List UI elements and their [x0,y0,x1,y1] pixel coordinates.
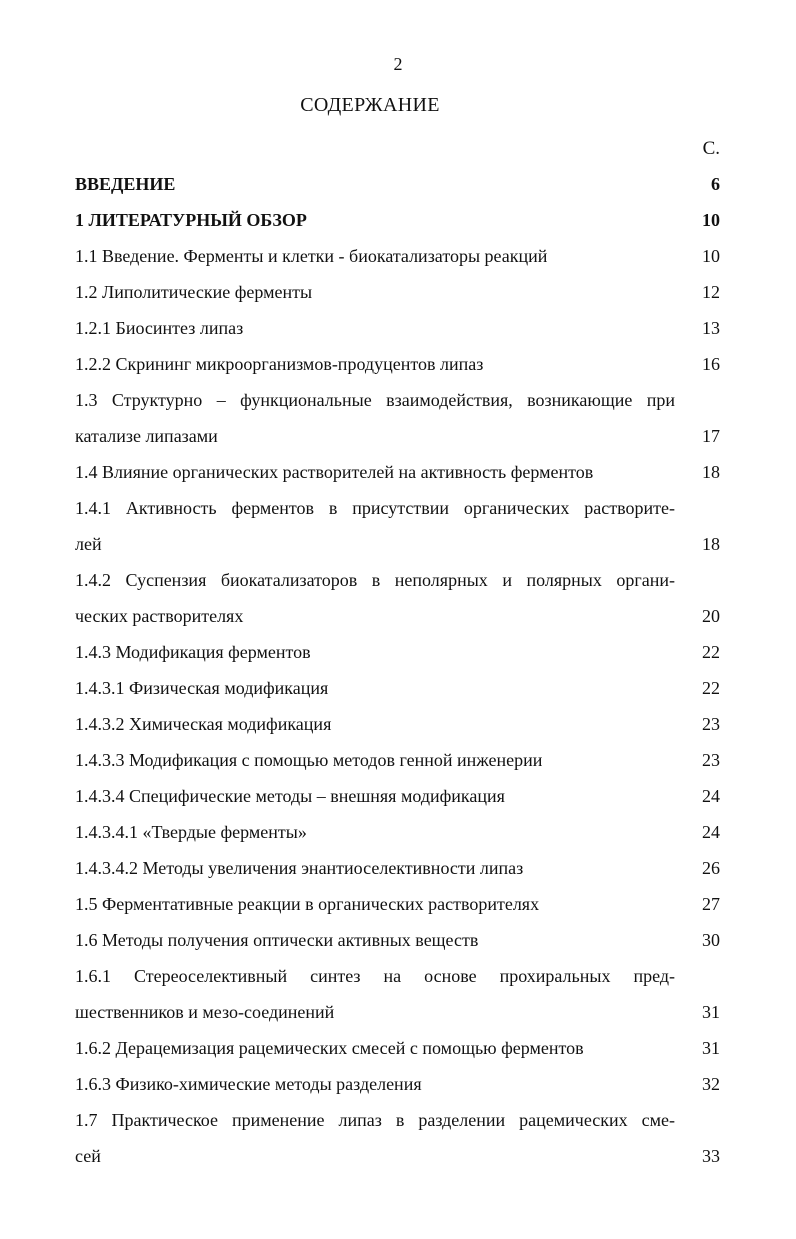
toc-entry-page: 17 [702,426,720,446]
toc-entry-text: 1.4.2 Суспензия биокатализаторов в неполярных и полярных органи- [75,570,675,590]
toc-entry-text: 1.4.1 Активность ферментов в присутствии органических растворите- [75,498,675,518]
toc-entry [75,526,720,562]
toc-entry [75,1066,720,1102]
toc-entry-text: 1.4.3.1 Физическая модификация [75,678,329,698]
toc-entry-text: 1.4 Влияние органических растворителей на активность ферментов [75,462,594,482]
toc-entry-text: ВВЕДЕНИЕ [75,174,176,194]
toc-entry [75,670,720,706]
toc-entry [75,994,720,1030]
toc-entry-page: 10 [702,210,720,230]
toc-entry-text: 1.6.2 Дерацемизация рацемических смесей с помощью ферментов [75,1038,584,1058]
toc-entry-page: 12 [702,282,720,302]
toc-entry-text: ческих растворителях [75,606,244,626]
table-of-contents [75,130,720,1174]
toc-entry-page: 24 [702,822,720,842]
toc-entry [75,562,720,598]
toc-entry [75,454,720,490]
toc-entry-page: 31 [702,1038,720,1058]
toc-entry-text: 1 ЛИТЕРАТУРНЫЙ ОБЗОР [75,210,307,230]
toc-entry-page: 18 [702,534,720,554]
toc-entry-page: 31 [702,1002,720,1022]
toc-entry [75,778,720,814]
toc-entry [75,886,720,922]
toc-entry-text: 1.4.3 Модификация ферментов [75,642,311,662]
toc-entry [75,382,720,418]
toc-entry [75,706,720,742]
toc-entry [75,490,720,526]
toc-entry [75,274,720,310]
toc-entry-text: 1.4.3.4.2 Методы увеличения энантиоселективности липаз [75,858,524,878]
toc-entry [75,634,720,670]
toc-entry-page: 22 [702,678,720,698]
toc-entry [75,346,720,382]
toc-entry-page: 24 [702,786,720,806]
toc-entry-text: 1.2.1 Биосинтез липаз [75,318,244,338]
toc-entry-text: катализе липазами [75,426,218,446]
toc-entry [75,418,720,454]
toc-entry-text: 1.5 Ферментативные реакции в органических растворителях [75,894,540,914]
toc-entry-text: 1.6.1 Стереоселективный синтез на основе прохиральных пред- [75,966,675,986]
toc-entry-text: сей [75,1146,101,1166]
toc-entry-page: 32 [702,1074,720,1094]
toc-entry-page: 23 [702,750,720,770]
toc-entry-page: 13 [702,318,720,338]
toc-entry [75,742,720,778]
toc-entry-page: 33 [702,1146,720,1166]
toc-entry [75,310,720,346]
page-title: СОДЕРЖАНИЕ [300,94,440,116]
toc-entry-text: 1.4.3.4 Специфические методы – внешняя модификация [75,786,505,806]
toc-entry [75,850,720,886]
toc-entry-page: 22 [702,642,720,662]
toc-entry-text: шественников и мезо-соединений [75,1002,335,1022]
page-number: 2 [393,54,403,74]
toc-entry-text: 1.4.3.4.1 «Твердые ферменты» [75,822,307,842]
toc-entry [75,1102,720,1138]
toc-entry [75,1030,720,1066]
toc-entry-text: 1.7 Практическое применение липаз в разделении рацемических сме- [75,1110,675,1130]
toc-entry [75,958,720,994]
toc-entry-text: 1.1 Введение. Ферменты и клетки - биокатализаторы реакций [75,246,548,266]
toc-entry-page: 18 [702,462,720,482]
page-column-header: С. [702,138,720,159]
toc-entry-text: 1.4.3.3 Модификация с помощью методов генной инженерии [75,750,543,770]
toc-entry [75,166,720,202]
toc-entry-page: 23 [702,714,720,734]
toc-entry [75,922,720,958]
toc-entry [75,202,720,238]
toc-entry-page: 20 [702,606,720,626]
toc-entry [75,814,720,850]
toc-entry-text: 1.2.2 Скрининг микроорганизмов-продуцентов липаз [75,354,484,374]
toc-entry-text: 1.6 Методы получения оптически активных веществ [75,930,479,950]
toc-entry-text: 1.3 Структурно – функциональные взаимодействия, возникающие при [75,390,675,410]
toc-entry-text: лей [75,534,102,554]
toc-entry [75,598,720,634]
toc-entry-page: 26 [702,858,720,878]
toc-entry-page: 30 [702,930,720,950]
toc-entry-page: 27 [702,894,720,914]
toc-entry [75,1138,720,1174]
toc-entry-page: 16 [702,354,720,374]
toc-entry-page: 6 [711,174,720,194]
toc-header-row [75,130,720,166]
toc-entry [75,238,720,274]
toc-entry-page: 10 [702,246,720,266]
toc-entry-text: 1.2 Липолитические ферменты [75,282,313,302]
toc-entry-text: 1.6.3 Физико-химические методы разделения [75,1074,422,1094]
toc-entry-text: 1.4.3.2 Химическая модификация [75,714,332,734]
